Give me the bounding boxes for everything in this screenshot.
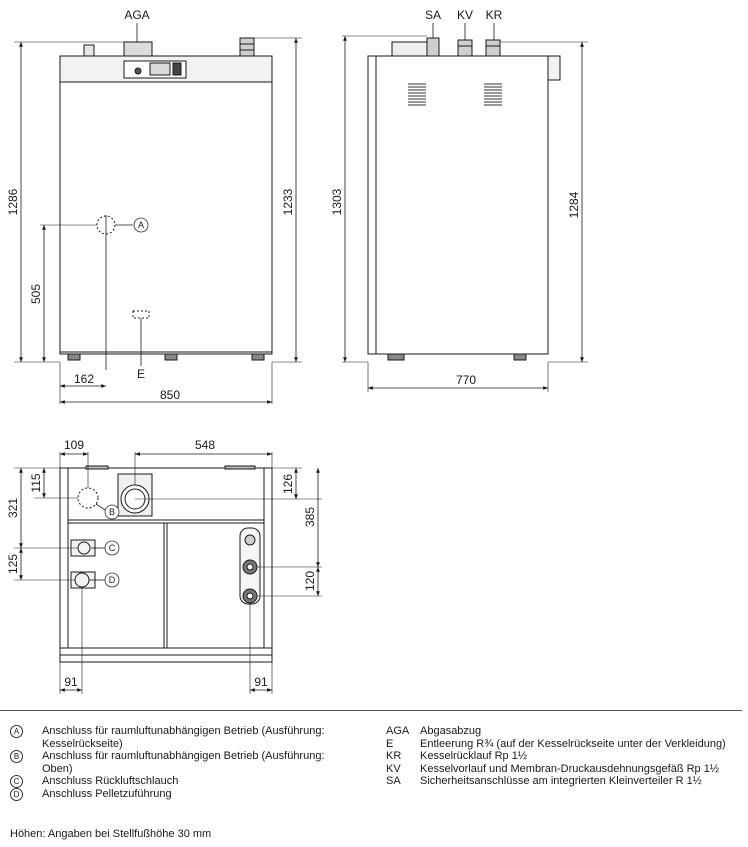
flue-stub [124,42,152,56]
label-sa: SA [424,8,442,22]
label-kr: KR [485,8,503,22]
dim-top-115: 115 [29,473,43,493]
dim-top-385: 385 [303,506,317,528]
legend-text-c: Anschluss Rückluftschlauch [42,775,179,787]
legend-key-aga: AGA [386,725,410,737]
label-aga: AGA [124,8,150,22]
dim-front-height-total: 1286 [6,188,20,216]
top-view [14,452,322,694]
legend-row-aga [386,725,742,738]
legend-abbreviations [386,725,742,788]
display [150,63,170,75]
legend-row-e [386,738,742,751]
legend-key-b: B [10,750,23,763]
dim-top-120: 120 [303,570,317,592]
legend-row-kr [386,750,742,763]
side-view [342,23,588,392]
callout-c: C [108,543,116,553]
legend-row-d [10,788,355,801]
legend-text-aga: Abgasabzug [420,725,482,737]
dim-side-height-total: 1303 [330,188,344,216]
dim-top-548: 548 [194,438,216,452]
front-view [14,23,302,404]
legend-key-d: D [10,788,23,801]
callout-b: B [108,507,116,517]
legend-text-kv: Kesselvorlauf und Membran-Druckausdehnungsgefäß Rp 1½ [420,762,719,775]
dim-front-width-e: 162 [73,372,95,386]
dim-top-91-right: 91 [254,675,268,689]
legend-text-b: Anschluss für raumluftunabhängigen Betrieb (Ausführung: Oben) [42,750,325,775]
legend-text-kr: Kesselrücklauf Rp 1½ [420,750,527,762]
legend-row-kv [386,763,742,776]
legend-connections [10,725,355,801]
legend-key-kv: KV [386,762,401,775]
boiler-body-side [368,56,548,354]
legend-key-sa: SA [386,775,401,787]
top-connection [240,38,254,56]
boiler-body-front [60,82,272,354]
fitting-sa [427,38,439,56]
footnote: Höhen: Angaben bei Stellfußhöhe 30 mm [10,828,212,840]
legend-text-a: Anschluss für raumluftunabhängigen Betrieb (Ausführung: Kesselrückseite) [42,725,325,750]
legend-key-e: E [386,737,394,750]
legend-text-e: Entleerung R¾ (auf der Kesselrückseite unter der Verkleidung) [420,737,726,750]
dim-top-126: 126 [281,473,295,495]
legend-key-c: C [10,775,23,788]
legend-key-a: A [10,725,23,738]
legend-text-d: Anschluss Pelletzuführung [42,788,172,800]
fitting-kr [486,40,500,56]
callout-a: A [137,220,145,230]
dim-front-width-total: 850 [159,388,181,402]
callout-d: D [108,575,116,585]
label-kv: KV [456,8,474,22]
legend-key-kr: KR [386,750,402,762]
legend-row-a [10,725,355,750]
legend-row-sa [386,775,742,788]
legend-row-c [10,775,355,788]
legend-row-b [10,750,355,775]
dim-top-125: 125 [6,553,20,575]
dim-front-height-side: 1233 [281,188,295,216]
dim-side-height-side: 1284 [567,191,581,219]
dim-top-109: 109 [63,438,85,452]
separator-line [0,710,742,711]
fitting-kv [458,40,472,56]
dim-top-321: 321 [6,497,20,519]
dim-front-height-a: 505 [29,283,43,305]
dim-top-91-left: 91 [64,675,78,689]
label-e: E [136,367,146,381]
legend-text-sa: Sicherheitsanschlüsse am integrierten Kleinverteiler R 1½ [420,775,702,787]
dim-side-width-total: 770 [455,373,477,387]
